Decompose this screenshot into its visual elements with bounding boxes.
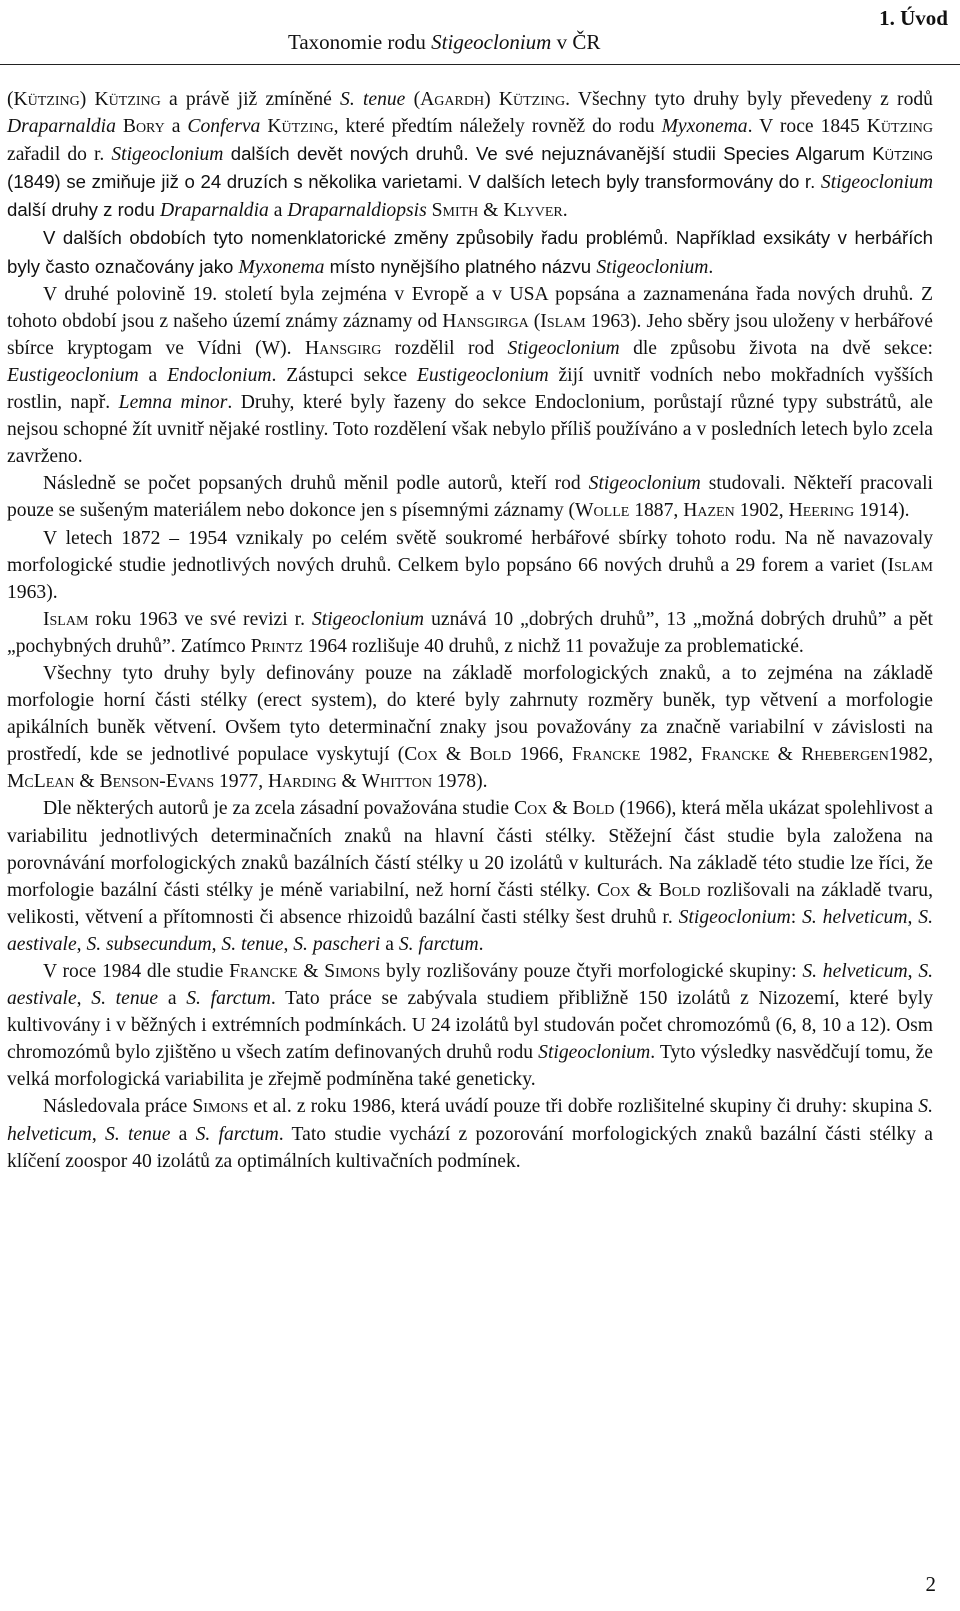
italic-run: Myxonema bbox=[661, 116, 748, 138]
italic-run: S. helveticum bbox=[7, 1096, 933, 1145]
text-run: ( bbox=[528, 310, 541, 332]
text-run: 1963). bbox=[7, 581, 58, 603]
body-text bbox=[7, 86, 933, 1175]
italic-run: Stigeoclonium bbox=[538, 1042, 651, 1064]
text-run: , které předtím náležely rovněž do rodu bbox=[333, 116, 662, 138]
author-name: Printz bbox=[250, 635, 303, 657]
text-run: . Druhy, které byly řazeny do sekce Endoclonium, porůstají různé typy substrátů, ale nejsou schopné žít uvnitř nějaké rostliny. Toto rozdělení však nebylo příliš používáno a v posledních letech bylo zcela zavrženo. bbox=[7, 392, 933, 468]
text-run: 1964 rozlišuje 40 druhů, z nichž 11 považuje za problematické. bbox=[302, 635, 804, 657]
chapter-label: 1. Úvod bbox=[879, 6, 948, 30]
author-name: Kützing bbox=[498, 89, 566, 110]
italic-run: Conferva bbox=[187, 116, 261, 138]
author-name: (Kützing) Kützing bbox=[7, 89, 161, 110]
text-run: & bbox=[336, 771, 362, 793]
text-run: , bbox=[907, 961, 919, 982]
paragraph bbox=[7, 281, 933, 471]
text-run: Dle některých autorů je za zcela zásadní považována studie bbox=[43, 798, 515, 820]
text-run: (1849) se zmiňuje již o 24 druzích s několika varietami. V dalších letech byly transformovány do r. bbox=[7, 171, 821, 193]
text-run: V dalších obdobích tyto nomenklatorické změny způsobily řadu problémů. bbox=[43, 227, 669, 249]
author-name: Simons bbox=[192, 1096, 249, 1118]
italic-run: S. subsecundum bbox=[86, 933, 212, 955]
author-name: Islam bbox=[43, 608, 89, 630]
text-run: . bbox=[478, 933, 484, 955]
author-name: Rhebergen bbox=[801, 744, 889, 766]
text-run: V druhé polovině 19. století byla zejména v Evropě a v USA popsána a zaznamenána řada nových druhů. Z tohoto období jsou z našeho území známy záznamy od bbox=[7, 283, 933, 332]
text-run: 1963). Jeho sběry jsou uloženy v herbářové sbírce kryptogam ve Vídni (W). bbox=[7, 310, 933, 359]
text-run: 1978). bbox=[431, 771, 488, 793]
text-run: , bbox=[76, 933, 87, 955]
author-name: Kützing bbox=[267, 116, 334, 138]
italic-run: S. farctum bbox=[398, 933, 479, 955]
text-run: . Všechny tyto druhy byly převedeny z rodů bbox=[565, 89, 933, 110]
author-name: Bold bbox=[469, 744, 512, 766]
text-run: , bbox=[211, 933, 222, 955]
running-title-genus: Stigeoclonium bbox=[431, 30, 552, 54]
text-run: roku 1963 ve své revizi r. bbox=[88, 608, 312, 630]
author-name: McLean bbox=[7, 771, 75, 793]
author-name: Islam bbox=[540, 310, 586, 332]
text-run: & bbox=[547, 798, 573, 820]
page-header bbox=[0, 0, 960, 62]
text-run: a bbox=[268, 200, 288, 222]
author-name: Bory bbox=[122, 116, 165, 138]
italic-run: S. aestivale bbox=[7, 906, 933, 955]
author-name: Whitton bbox=[361, 771, 432, 793]
italic-run: Draparnaldia bbox=[7, 116, 116, 138]
text-run: . Tato práce se zabývala studiem přibližně 150 izolátů z Nizozemí, které byly kultivovány i v běžných i extrémních podmínkách. U 24 izolátů byl studován počet chromozómů (6, 8, 10 a 12). Osm chromozómů bylo zjištěno u všech zatím definovaných druhů rodu bbox=[7, 988, 933, 1064]
italic-run: S. helveticum bbox=[802, 906, 908, 928]
author-name: Hansgirg bbox=[304, 337, 382, 359]
text-run: & bbox=[478, 200, 504, 222]
paragraph bbox=[7, 1093, 933, 1174]
text-run: (1966), která měla ukázat spolehlivost a variabilitu jednotlivých determinačních znaků na hlavní části stélky. Stěžejní část studie byla založena na porovnávání morfologických znaků bazálních částí stélky u 20 izolátů v kulturách. Na základě této studie lze říci, že morfologie bazální části stélky je méně variabilní, než horní části stélky. bbox=[7, 798, 933, 901]
text-run: žijí uvnitř vodních nebo mokřadních vyšších rostlin, např. bbox=[7, 364, 934, 414]
author-name: Cox bbox=[514, 798, 548, 820]
text-run: 1914). bbox=[854, 500, 910, 522]
italic-run: Eustigeoclonium bbox=[416, 364, 549, 386]
author-name: Agardh bbox=[420, 89, 485, 110]
paragraph bbox=[7, 795, 933, 958]
text-run: Například exsikáty v herbářích byly často označovány jako bbox=[7, 227, 933, 277]
text-run: Následovala práce bbox=[43, 1096, 193, 1118]
text-run: 1966, bbox=[511, 744, 572, 766]
paragraph bbox=[7, 525, 933, 606]
text-run: V roce 1984 dle studie bbox=[43, 961, 230, 982]
italic-run: Stigeoclonium bbox=[678, 906, 791, 928]
author-name: Cox bbox=[404, 744, 438, 766]
italic-run: S. tenue bbox=[221, 933, 284, 955]
text-run: a bbox=[380, 933, 399, 955]
text-run: další druhy z rodu bbox=[7, 199, 160, 221]
italic-run: S. tenue bbox=[340, 89, 406, 110]
text-run: 1982, bbox=[640, 744, 701, 766]
text-run: Ve své nejuznávanější studii Species Algarum bbox=[475, 143, 873, 165]
header-rule bbox=[0, 64, 960, 65]
paragraph bbox=[7, 958, 933, 1093]
text-run bbox=[116, 116, 123, 137]
italic-run: Draparnaldia bbox=[159, 200, 269, 222]
text-run: . bbox=[562, 200, 568, 222]
author-name: Wolle bbox=[575, 500, 630, 522]
italic-run: Stigeoclonium bbox=[507, 337, 620, 359]
text-run: . Zástupci sekce bbox=[271, 364, 417, 386]
text-run: dalších devět nových druhů. bbox=[223, 143, 476, 165]
text-run: et al. z roku 1986, která uvádí pouze tři dobře rozlišitelné skupiny či druhy: skupina bbox=[248, 1096, 919, 1118]
text-run: a bbox=[170, 1123, 196, 1145]
italic-run: Lemna minor bbox=[118, 392, 228, 414]
text-run: a právě již zmíněné bbox=[160, 89, 341, 110]
italic-run: Myxonema bbox=[238, 256, 325, 278]
text-run: & bbox=[769, 744, 802, 766]
author-name: Kützing bbox=[872, 143, 933, 165]
text-run: & bbox=[297, 961, 325, 982]
author-name: Heering bbox=[788, 500, 855, 522]
author-name: Francke bbox=[229, 961, 298, 982]
text-run: , bbox=[283, 933, 294, 955]
text-run: rozdělil rod bbox=[381, 337, 508, 359]
text-run: & bbox=[630, 879, 659, 901]
text-run: 1982, bbox=[888, 744, 934, 766]
author-name: Benson-Evans bbox=[99, 771, 215, 793]
italic-run: Stigeoclonium bbox=[588, 473, 701, 495]
author-name: Bold bbox=[658, 879, 701, 901]
paragraph bbox=[7, 86, 933, 224]
author-name: Simons bbox=[324, 961, 381, 982]
paragraph bbox=[7, 660, 933, 795]
paragraph bbox=[7, 470, 933, 524]
text-run: a bbox=[158, 988, 187, 1010]
italic-run: Endoclonium bbox=[167, 364, 272, 386]
author-name: Klyver bbox=[503, 200, 563, 222]
text-run: . Tyto výsledky nasvědčují tomu, že velká morfologická variabilita je zřejmě podmíněna také geneticky. bbox=[7, 1042, 933, 1091]
text-run: uznává 10 „dobrých druhů”, 13 „možná dobrých druhů” a pět „pochybných druhů”. Zatímco bbox=[7, 608, 933, 657]
author-name: Kützing bbox=[866, 116, 934, 138]
text-run: a bbox=[138, 364, 168, 386]
text-run: . Tato studie vychází z pozorování morfologických znaků bazální části stélky a klíčení zoospor 40 izolátů za optimálních kultivačních podmínek. bbox=[7, 1123, 933, 1172]
text-run: . V roce 1845 bbox=[747, 116, 867, 138]
paragraph bbox=[7, 606, 933, 660]
text-run: dle způsobu života na dvě sekce: bbox=[619, 337, 933, 359]
italic-run: S. aestivale bbox=[7, 961, 934, 1010]
text-run: ( bbox=[405, 89, 421, 110]
text-run: 1977, bbox=[214, 771, 268, 793]
author-name: Francke bbox=[571, 744, 641, 766]
text-run: & bbox=[74, 771, 100, 793]
text-run: , bbox=[91, 1123, 106, 1145]
italic-run: Stigeoclonium bbox=[820, 172, 933, 194]
italic-run: S. pascheri bbox=[293, 933, 381, 955]
text-run: & bbox=[437, 744, 470, 766]
text-run: Všechny tyto druhy byly definovány pouze na základě morfologických znaků, a to zejména na základě morfologie horní části stélky (erect system), do které byly zahrnuty rozměry buněk, typ větvení a morfologie apikálních buněk větvení. Ovšem tyto determinační znaky jsou považovány za značně variabilní v závislosti na prostředí, kde se jednotlivé populace vyskytují ( bbox=[7, 662, 933, 766]
italic-run: S. farctum bbox=[186, 988, 271, 1010]
author-name: Cox bbox=[597, 879, 631, 901]
author-name: Islam bbox=[887, 554, 933, 576]
running-title-suffix: v ČR bbox=[551, 30, 601, 54]
italic-run: Stigeoclonium bbox=[596, 256, 709, 278]
author-name: Francke bbox=[700, 744, 770, 766]
italic-run: Eustigeoclonium bbox=[7, 364, 139, 386]
italic-run: Stigeoclonium bbox=[311, 608, 425, 630]
italic-run: S. farctum bbox=[195, 1123, 279, 1145]
text-run: . bbox=[708, 256, 714, 278]
text-run: , bbox=[76, 988, 92, 1010]
italic-run: S. tenue bbox=[91, 988, 159, 1010]
text-run: rozlišovali na základě tvaru, velikosti, větvení a přítomnosti či absence rhizoidů bazální časti stélky šest druhů r. bbox=[7, 879, 933, 928]
text-run: , bbox=[907, 906, 919, 928]
page-number: 2 bbox=[925, 1572, 936, 1596]
italic-run: Stigeoclonium bbox=[111, 144, 224, 166]
author-name: Harding bbox=[268, 771, 337, 793]
author-name: Hazen bbox=[683, 500, 735, 522]
text-run: : bbox=[790, 906, 803, 928]
text-run: Následně se počet popsaných druhů měnil podle autorů, kteří rod bbox=[43, 473, 589, 495]
text-run: V letech 1872 – 1954 vznikaly po celém světě soukromé herbářové sbírky tohoto rodu. Na ně navazovaly morfologické studie jednotlivých nových druhů. Celkem bylo popsáno 66 nových druhů a 29 forem a variet ( bbox=[7, 527, 933, 576]
author-name: Hansgirga bbox=[442, 310, 529, 332]
text-run: místo nynějšího platného názvu bbox=[324, 255, 597, 277]
text-run: zařadil do r. bbox=[7, 144, 112, 166]
paragraph bbox=[7, 224, 933, 280]
italic-run: S. tenue bbox=[105, 1123, 171, 1145]
text-run: byly rozlišovány pouze čtyři morfologické skupiny: bbox=[380, 961, 803, 982]
author-name: Smith bbox=[431, 200, 479, 222]
text-run: 1902, bbox=[734, 500, 789, 522]
running-title bbox=[288, 30, 600, 55]
italic-run: Draparnaldiopsis bbox=[287, 200, 427, 222]
author-name: Bold bbox=[572, 798, 615, 820]
text-run: ) bbox=[484, 89, 499, 110]
italic-run: S. helveticum bbox=[802, 961, 908, 982]
text-run: a bbox=[164, 116, 188, 138]
running-title-prefix: Taxonomie rodu bbox=[288, 30, 432, 54]
text-run: studovali. Někteří pracovali pouze se sušeným materiálem nebo dokonce jen s písemnými záznamy ( bbox=[7, 473, 933, 522]
text-run: 1887, bbox=[629, 500, 684, 522]
